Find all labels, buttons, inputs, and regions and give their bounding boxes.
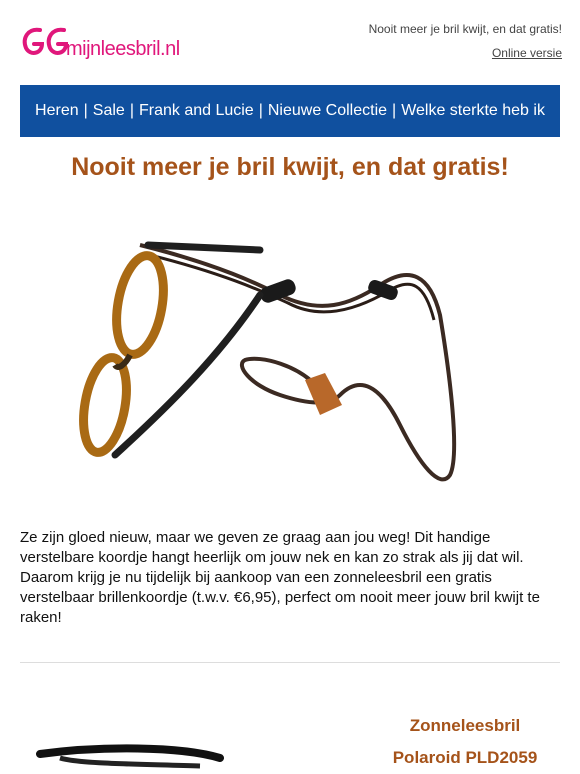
body-text: Ze zijn gloed nieuw, maar we geven ze graag aan jou weg! Dit handige verstelbare koordje hangt heerlijk om jouw nek en kan zo strak als jij dat wil. Daarom krijg je nu tijdelijk bij aankoop van een zonneleesbril een gratis verstelbaar brillenkoordje (t.w.v. €6,95), perfect om nooit meer jouw bril kwijt te raken! xyxy=(20,529,540,626)
hero-image[interactable] xyxy=(20,205,560,503)
nav-item-frank-and-lucie[interactable]: Frank and Lucie xyxy=(138,102,254,119)
headline: Nooit meer je bril kwijt, en dat gratis! xyxy=(71,153,509,181)
email-header xyxy=(0,0,580,80)
logo-text: mijnleesbril.nl xyxy=(66,38,180,60)
nav-item-heren[interactable]: Heren xyxy=(35,102,79,119)
logo-icon xyxy=(20,22,68,62)
product-title-line1: Zonneleesbril xyxy=(409,716,521,735)
nav-item-nieuwe-collectie[interactable]: Nieuwe Collectie xyxy=(267,102,388,119)
logo[interactable] xyxy=(20,22,180,62)
glasses-with-cord-image xyxy=(20,205,560,503)
online-version-link[interactable]: Online versie xyxy=(491,46,562,60)
product-image[interactable] xyxy=(20,716,370,774)
preheader-tagline: Nooit meer je bril kwijt, en dat gratis! xyxy=(368,22,562,36)
nav-bar: Heren | Sale | Frank and Lucie | Nieuwe Collectie | Welke sterkte heb ik xyxy=(20,85,560,137)
sunglasses-icon xyxy=(20,716,370,774)
divider xyxy=(20,662,560,663)
nav-item-sale[interactable]: Sale xyxy=(92,102,125,119)
nav-item-welke-sterkte[interactable]: Welke sterkte heb ik xyxy=(401,102,545,119)
product-title-line2: Polaroid PLD2059 xyxy=(392,748,538,767)
product-title[interactable] xyxy=(380,710,550,774)
